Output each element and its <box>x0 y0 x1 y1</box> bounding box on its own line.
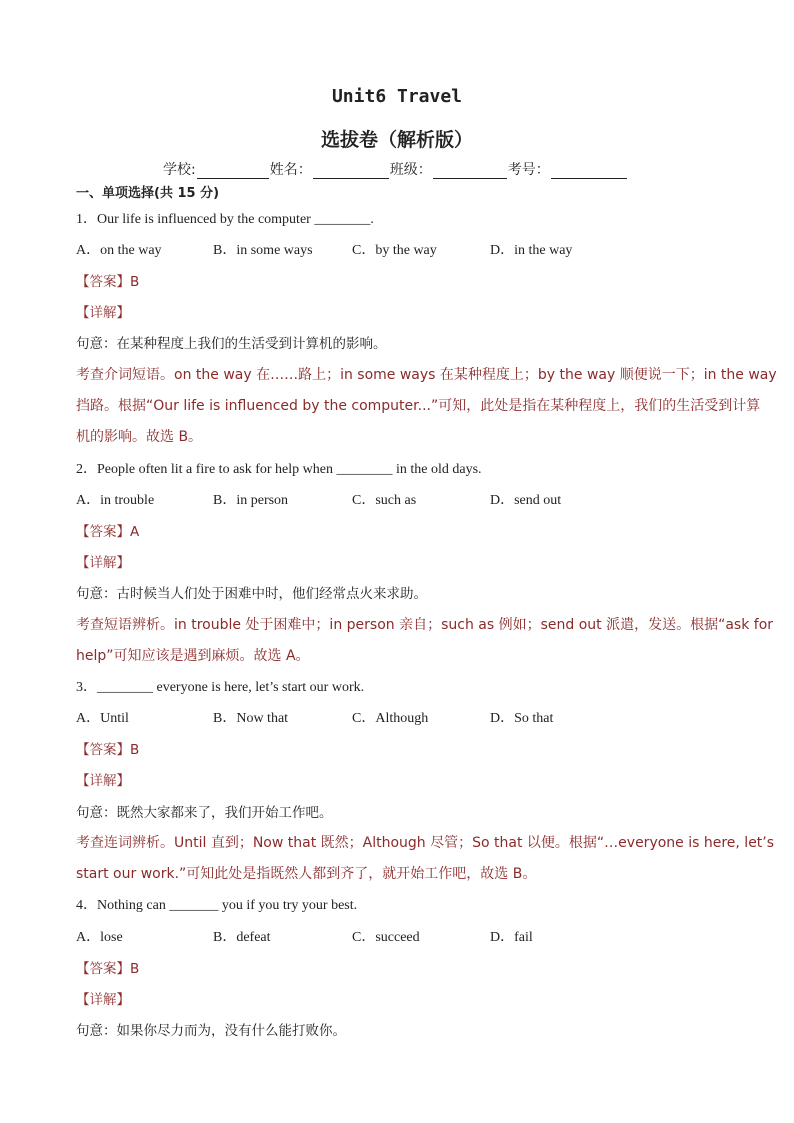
class-label: 班级： <box>389 162 432 178</box>
option-d: D．send out <box>490 493 562 508</box>
explanation-line: 机的影响。故选 B。 <box>76 429 203 445</box>
option-d: D．in the way <box>490 243 573 258</box>
option-d: D．So that <box>490 711 554 726</box>
option-a: A．Until <box>76 711 129 726</box>
option-b: B．in person <box>213 493 289 508</box>
translation-text: 句意：如果你尽力而为，没有什么能打败你。 <box>76 1023 346 1039</box>
option-a: A．lose <box>76 930 123 945</box>
name-blank <box>313 164 389 179</box>
explanation-line: 考查短语辨析。in trouble 处于困难中；in person 亲自；such as 例如；send out 派遣，发送。根据“ask for <box>76 617 774 633</box>
document-title: Unit6 Travel <box>331 86 463 107</box>
detail-label: 【详解】 <box>76 305 130 321</box>
translation-text: 句意：在某种程度上我们的生活受到计算机的影响。 <box>76 336 387 352</box>
translation-text: 句意：既然大家都来了，我们开始工作吧。 <box>76 805 333 821</box>
explanation-line: 考查连词辨析。Until 直到；Now that 既然；Although 尽管；So that 以便。根据“…everyone is here, let’s <box>76 835 775 851</box>
answer-label: 【答案】A <box>76 524 140 540</box>
translation-text: 句意：古时候当人们处于困难中时，他们经常点火来求助。 <box>76 586 427 602</box>
answer-label: 【答案】B <box>76 274 140 290</box>
option-a: A．in trouble <box>76 493 155 508</box>
option-c: C．Although <box>352 711 429 726</box>
explanation-line: start our work.”可知此处是指既然人都到齐了，就开始工作吧，故选 B。 <box>76 866 537 882</box>
detail-label: 【详解】 <box>76 773 130 789</box>
detail-label: 【详解】 <box>76 555 130 571</box>
detail-label: 【详解】 <box>76 992 130 1008</box>
school-blank <box>197 164 269 179</box>
section-title: 一、单项选择(共 15 分) <box>76 186 220 201</box>
option-b: B．Now that <box>213 711 289 726</box>
question-stem: 4．Nothing can _______ you if you try your best. <box>76 898 358 913</box>
option-c: C．such as <box>352 493 417 508</box>
option-c: C．succeed <box>352 930 420 945</box>
exam-no-label: 考号： <box>507 162 550 178</box>
answer-label: 【答案】B <box>76 742 140 758</box>
option-b: B．in some ways <box>213 243 313 258</box>
option-a: A．on the way <box>76 243 162 258</box>
question-stem: 3．________ everyone is here, let’s start our work. <box>76 680 365 695</box>
class-blank <box>433 164 507 179</box>
document-subtitle: 选拔卷（解析版） <box>320 129 473 151</box>
name-label: 姓名： <box>269 162 312 178</box>
answer-label: 【答案】B <box>76 961 140 977</box>
school-label: 学校: <box>163 162 196 178</box>
exam-no-blank <box>551 164 627 179</box>
explanation-line: 考查介词短语。on the way 在……路上；in some ways 在某种程度上；by the way 顺便说一下；in the way <box>76 367 777 383</box>
explanation-line: help”可知应该是遇到麻烦。故选 A。 <box>76 648 310 664</box>
option-c: C．by the way <box>352 243 437 258</box>
question-stem: 1．Our life is influenced by the computer ________. <box>76 212 374 227</box>
question-stem: 2．People often lit a fire to ask for help when ________ in the old days. <box>76 462 482 477</box>
student-info-row <box>163 159 628 179</box>
option-d: D．fail <box>490 930 533 945</box>
option-b: B．defeat <box>213 930 271 945</box>
explanation-line: 挡路。根据“Our life is influenced by the computer...”可知，此处是指在某种程度上，我们的生活受到计算 <box>76 398 761 414</box>
